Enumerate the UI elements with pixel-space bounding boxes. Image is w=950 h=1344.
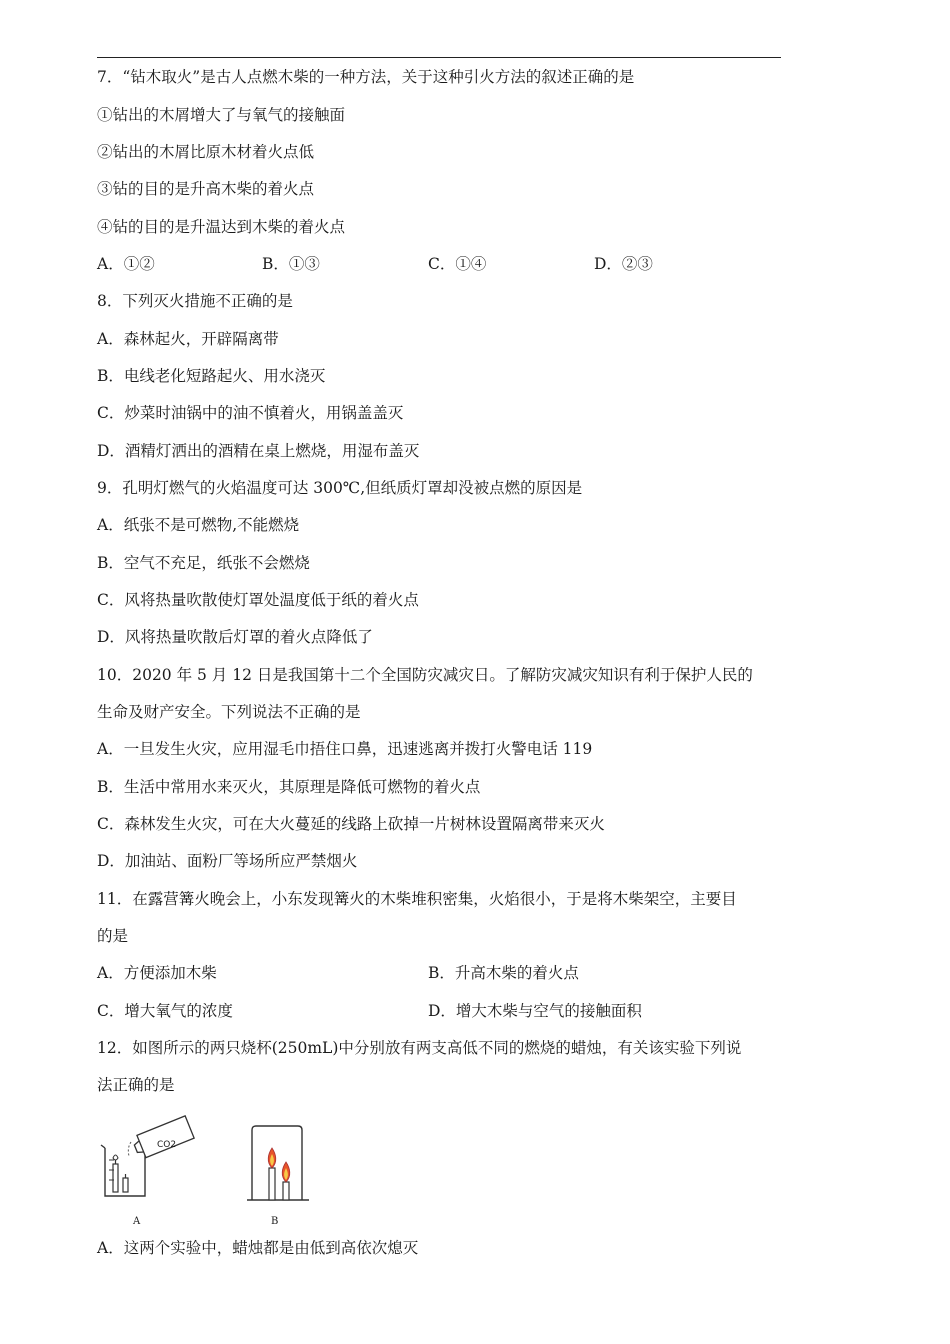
q12-figure xyxy=(97,1108,317,1236)
q10-option-a[interactable]: A．一旦发生火灾，应用湿毛巾捂住口鼻，迅速逃离并拨打火警电话 119 xyxy=(97,740,593,758)
q8-option-d[interactable]: D．酒精灯洒出的酒精在桌上燃烧，用湿布盖灭 xyxy=(97,442,420,460)
q9-option-d[interactable]: D．风将热量吹散后灯罩的着火点降低了 xyxy=(97,628,373,646)
q12-option-a[interactable]: A．这两个实验中，蜡烛都是由低到高依次熄灭 xyxy=(97,1239,419,1257)
figure-label-a: A xyxy=(133,1216,141,1227)
q8-stem: 8．下列灭火措施不正确的是 xyxy=(97,292,293,310)
q7-statement-4: ④钻的目的是升温达到木柴的着火点 xyxy=(97,218,346,236)
q11-option-a[interactable]: A．方便添加木柴 xyxy=(97,964,217,982)
q11-option-d[interactable]: D．增大木柴与空气的接触面积 xyxy=(428,1002,642,1020)
candle-short-b xyxy=(282,1162,290,1200)
q7-option-a[interactable]: A．①② xyxy=(97,255,155,273)
q7-option-d[interactable]: D．②③ xyxy=(594,255,653,273)
q7-statement-1: ①钻出的木屑增大了与氧气的接触面 xyxy=(97,106,346,124)
q7-stem: 7．“钻木取火”是古人点燃木柴的一种方法，关于这种引火方法的叙述正确的是 xyxy=(97,68,635,86)
q10-stem-line-1: 10．2020 年 5 月 12 日是我国第十二个全国防灾减灾日。了解防灾减灾知识有利于保护人民的 xyxy=(97,666,753,684)
q10-stem-line-2: 生命及财产安全。下列说法不正确的是 xyxy=(97,703,361,721)
q11-stem-line-2: 的是 xyxy=(97,927,129,945)
q11-option-b[interactable]: B．升高木柴的着火点 xyxy=(428,964,579,982)
q7-statement-3: ③钻的目的是升高木柴的着火点 xyxy=(97,180,315,198)
q8-option-b[interactable]: B．电线老化短路起火、用水浇灭 xyxy=(97,367,326,385)
q10-option-c[interactable]: C．森林发生火灾，可在大火蔓延的线路上砍掉一片树林设置隔离带来灭火 xyxy=(97,815,605,833)
header-rule xyxy=(97,57,781,58)
q12-figure-svg xyxy=(97,1108,317,1232)
q9-option-b[interactable]: B．空气不充足，纸张不会燃烧 xyxy=(97,554,310,572)
figure-label-b: B xyxy=(271,1216,279,1227)
candle-tall-b xyxy=(268,1148,276,1200)
q9-stem: 9．孔明灯燃气的火焰温度可达 300℃,但纸质灯罩却没被点燃的原因是 xyxy=(97,479,583,497)
beaker-b xyxy=(247,1126,309,1200)
candle-tall-a xyxy=(113,1155,118,1192)
candle-short-a xyxy=(123,1174,128,1192)
co2-bottle xyxy=(131,1116,194,1160)
q10-option-b[interactable]: B．生活中常用水来灭火，其原理是降低可燃物的着火点 xyxy=(97,778,481,796)
q11-stem-line-1: 11．在露营篝火晚会上，小东发现篝火的木柴堆积密集，火焰很小，于是将木柴架空，主要目 xyxy=(97,890,737,908)
q8-option-c[interactable]: C．炒菜时油锅中的油不慎着火，用锅盖盖灭 xyxy=(97,404,404,422)
q9-option-a[interactable]: A．纸张不是可燃物,不能燃烧 xyxy=(97,516,300,534)
q12-stem-line-1: 12．如图所示的两只烧杯(250mL)中分别放有两支高低不同的燃烧的蜡烛，有关该实验下列说 xyxy=(97,1039,742,1057)
q7-statement-2: ②钻出的木屑比原木材着火点低 xyxy=(97,143,315,161)
q11-option-c[interactable]: C．增大氧气的浓度 xyxy=(97,1002,233,1020)
co2-label: CO2 xyxy=(157,1140,177,1150)
q7-option-b[interactable]: B．①③ xyxy=(262,255,320,273)
q10-option-d[interactable]: D．加油站、面粉厂等场所应严禁烟火 xyxy=(97,852,358,870)
q8-option-a[interactable]: A．森林起火，开辟隔离带 xyxy=(97,330,279,348)
q7-option-c[interactable]: C．①④ xyxy=(428,255,487,273)
co2-stream xyxy=(128,1142,131,1156)
q9-option-c[interactable]: C．风将热量吹散使灯罩处温度低于纸的着火点 xyxy=(97,591,419,609)
q12-stem-line-2: 法正确的是 xyxy=(97,1076,175,1094)
